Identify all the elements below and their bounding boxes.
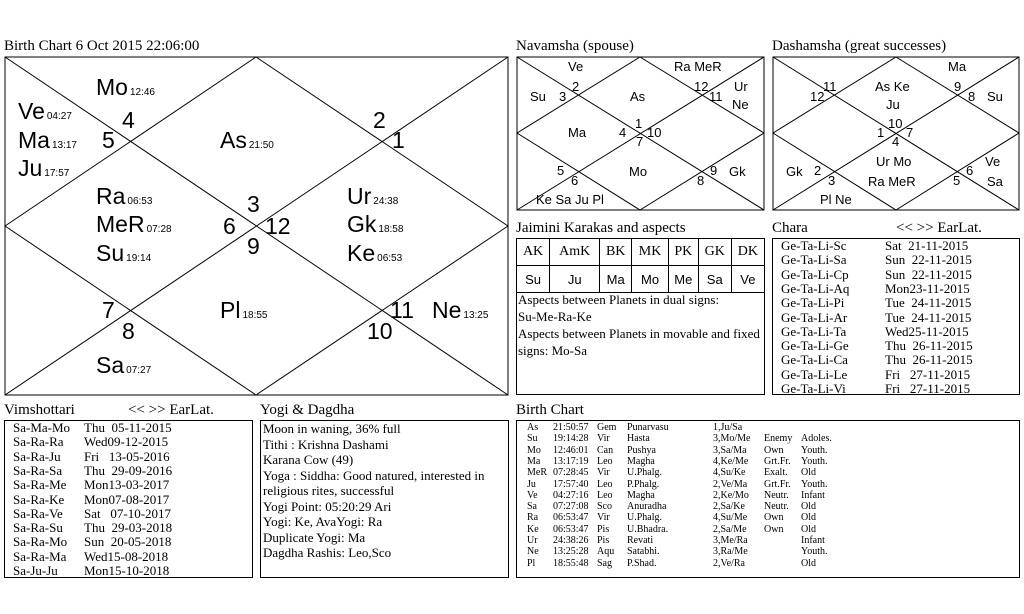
moon-phase: Moon in waning, 36% full	[263, 421, 401, 436]
tithi: Tithi : Krishna Dashami	[263, 436, 389, 452]
table-cell: 18:55:48	[553, 557, 589, 569]
dash-label: Su	[987, 89, 1003, 104]
table-cell: Ve	[527, 489, 538, 501]
table-cell: Youth.	[801, 444, 828, 456]
planet-ve: Ve 04:27	[18, 98, 72, 124]
table-cell: Pushya	[627, 444, 656, 456]
dash-label: 12	[810, 89, 825, 104]
vimshottari-nav[interactable]: << >> EarLat.	[128, 402, 214, 418]
yoga: Yoga : Siddha: Good natured, interested in religious rites, successful	[263, 467, 485, 498]
karaka-header: MK	[632, 239, 669, 266]
house-10: 10	[367, 318, 393, 344]
table-cell: Infant	[801, 535, 825, 546]
list-item-date: Sat 21-11-2015	[885, 238, 969, 253]
table-cell: 3,Sa/Ma	[713, 444, 747, 456]
table-cell: Can	[597, 444, 614, 456]
table-cell: Satabhi.	[627, 546, 660, 558]
dashamsha-chart[interactable]	[772, 56, 1020, 211]
table-cell: Ju	[527, 478, 536, 490]
nav-label: Ke Sa Ju Pl	[536, 192, 604, 207]
planet-gk: Gk 18:58	[347, 211, 404, 237]
planet-as: As 21:50	[220, 127, 274, 153]
table-cell: 3,Me/Ra	[713, 535, 748, 546]
table-cell: 2,Ke/Mo	[713, 489, 749, 501]
list-item[interactable]: Ge-Ta-Li-Ca	[781, 352, 848, 368]
nav-label: Ve	[568, 59, 584, 74]
table-cell: Own	[764, 512, 784, 524]
table-cell: U.Phalg.	[627, 467, 662, 479]
nav-label: Ra MeR	[674, 59, 722, 74]
table-cell: 07:28:45	[553, 467, 589, 479]
table-cell: Anuradha	[627, 501, 667, 513]
karaka-header: GK	[698, 239, 731, 266]
list-item-date: Sun 20-05-2018	[84, 534, 172, 550]
house-6: 6	[223, 213, 236, 239]
nav-label: Mo	[629, 164, 648, 179]
list-item-date: Sun 22-11-2015	[885, 252, 972, 268]
list-item-date: Tue 24-11-2015	[885, 309, 972, 325]
dash-label: 1	[877, 125, 885, 140]
table-cell: 1,Ju/Sa	[713, 422, 743, 433]
nav-label: 8	[697, 173, 705, 188]
nav-label: 12	[694, 79, 709, 94]
planet-sa: Sa 07:27	[96, 352, 152, 378]
nav-label: As	[630, 89, 646, 104]
nav-label: Su	[530, 89, 546, 104]
table-cell: Gem	[597, 422, 617, 433]
table-cell: 2,Sa/Ke	[713, 501, 745, 513]
list-item-date: Fri 27-11-2015	[885, 381, 971, 396]
table-cell: Magha	[627, 455, 655, 467]
table-cell: 3,Ra/Me	[713, 546, 748, 558]
house-7: 7	[102, 297, 115, 323]
navamsha-title: Navamsha (spouse)	[516, 38, 634, 54]
table-cell: 07:27:08	[553, 501, 589, 513]
list-item[interactable]: Ge-Ta-Li-Ta	[781, 323, 847, 339]
list-item[interactable]: Sa-Ra-Ju	[13, 448, 61, 464]
duplicate-yogi: Duplicate Yogi: Ma	[263, 529, 366, 545]
vimshottari-title: Vimshottari	[4, 402, 75, 418]
table-cell: As	[527, 422, 539, 433]
aspects-movable-fixed: Aspects between Planets in movable and fixed signs: Mo-Sa	[518, 326, 760, 358]
list-item-date: Wed09-12-2015	[84, 434, 169, 450]
nav-label: 6	[571, 173, 579, 188]
table-cell: Own	[764, 523, 784, 535]
dash-label: Pl Ne	[820, 192, 852, 207]
table-cell: Neutr.	[764, 489, 789, 501]
planet-pl: Pl 18:55	[220, 297, 268, 323]
table-cell: Infant	[801, 489, 825, 501]
table-cell: Sa	[527, 501, 537, 513]
karaka-header: AK	[517, 239, 550, 266]
list-item-date: Sat 07-10-2017	[84, 505, 172, 521]
house-5: 5	[102, 127, 115, 153]
table-cell: Punarvasu	[627, 422, 669, 433]
nav-label: Ur	[734, 79, 748, 94]
chara-title: Chara	[772, 220, 808, 236]
table-cell: MeR	[527, 467, 547, 479]
karaka-header: BK	[600, 239, 632, 266]
yogi-avayogi: Yogi: Ke, AvaYogi: Ra	[263, 514, 383, 529]
nav-label: 7	[636, 134, 644, 149]
dashamsha-title: Dashamsha (great successes)	[772, 38, 947, 54]
karaka-value: Su	[517, 266, 550, 293]
karana: Karana Cow (49)	[263, 452, 354, 467]
yogi-text	[263, 421, 507, 561]
table-cell: Pis	[597, 523, 610, 535]
table-cell: Ke	[527, 523, 539, 535]
list-item[interactable]: Ge-Ta-Li-Sa	[781, 252, 847, 268]
list-item[interactable]: Ge-Ta-Li-Aq	[781, 280, 850, 296]
table-cell: 12:46:01	[553, 444, 589, 456]
list-item-date: Mon23-11-2015	[885, 280, 970, 296]
list-item-date: Thu 05-11-2015	[84, 420, 172, 435]
table-cell: 2,Sa/Me	[713, 523, 747, 535]
list-item-date: Mon07-08-2017	[84, 491, 170, 507]
nav-label: 5	[557, 163, 565, 178]
table-cell: 06:53:47	[553, 512, 589, 524]
table-cell: U.Bhadra.	[627, 523, 669, 535]
house-4: 4	[122, 107, 135, 133]
chara-nav[interactable]: << >> EarLat.	[896, 220, 982, 236]
table-cell: Vir	[597, 467, 610, 479]
main-chart[interactable]	[4, 56, 509, 396]
karaka-value: Me	[668, 266, 698, 293]
table-cell: Old	[801, 501, 816, 513]
table-cell: Vir	[597, 512, 610, 524]
table-cell: 4,Su/Me	[713, 512, 748, 524]
dash-label: 9	[954, 79, 962, 94]
nav-label: 9	[710, 163, 718, 178]
house-2: 2	[373, 107, 386, 133]
list-item-date: Mon15-10-2018	[84, 563, 170, 578]
list-item-date: Thu 29-03-2018	[84, 520, 173, 536]
dash-label: 7	[906, 125, 914, 140]
planet-ne: Ne 13:25	[432, 297, 489, 323]
table-cell: Grt.Fr.	[764, 455, 791, 467]
list-item[interactable]: Ge-Ta-Li-Cp	[781, 266, 849, 282]
aspects-dual-value: Su-Me-Ra-Ke	[518, 309, 592, 324]
list-item[interactable]: Sa-Ra-Me	[13, 477, 67, 493]
planet-ma: Ma 13:17	[18, 127, 77, 153]
house-9: 9	[247, 233, 260, 259]
table-cell: Leo	[597, 455, 613, 467]
list-item[interactable]: Sa-Ra-Sa	[13, 462, 63, 478]
planet-mer: MeR 07:28	[96, 211, 172, 237]
table-cell: Enemy	[764, 433, 793, 445]
list-item[interactable]: Ge-Ta-Li-Pi	[781, 295, 845, 311]
karaka-value: Sa	[698, 266, 731, 293]
table-cell: Youth.	[801, 546, 828, 558]
karaka-value: Mo	[632, 266, 669, 293]
list-item[interactable]: Sa-Ra-Su	[13, 520, 63, 536]
planet-ra: Ra 06:53	[96, 183, 153, 209]
list-item[interactable]: Ge-Ta-Li-Vi	[781, 381, 846, 396]
table-cell: Ma	[527, 455, 541, 467]
table-cell: Leo	[597, 489, 613, 501]
list-item[interactable]: Ge-Ta-Li-Ge	[781, 338, 849, 354]
list-item[interactable]: Sa-Ra-Ra	[13, 434, 64, 450]
nav-label: 2	[572, 79, 580, 94]
dash-label: Ve	[985, 154, 1001, 169]
table-cell: Own	[764, 444, 784, 456]
list-item-date: Fri 13-05-2016	[84, 448, 170, 464]
table-cell: Ur	[527, 535, 538, 546]
list-item-date: Mon13-03-2017	[84, 477, 170, 493]
list-item[interactable]: Ge-Ta-Li-Ar	[781, 309, 848, 325]
dash-label: 3	[828, 173, 836, 188]
planet-ju: Ju 17:57	[18, 155, 70, 181]
list-item-date: Thu 29-09-2016	[84, 462, 173, 478]
table-cell: Old	[801, 523, 816, 535]
table-cell: 04:27:16	[553, 489, 589, 501]
karakas-value-row	[517, 266, 765, 293]
karaka-value: Ve	[731, 266, 764, 293]
table-cell: Exalt.	[764, 467, 788, 479]
planet-ur: Ur 24:38	[347, 183, 399, 209]
table-cell: Pis	[597, 535, 610, 546]
house-12: 12	[265, 213, 291, 239]
table-cell: Mo	[527, 444, 541, 456]
table-cell: Old	[801, 512, 816, 524]
list-item-date: Thu 26-11-2015	[885, 338, 973, 354]
list-item-date: Wed15-08-2018	[84, 548, 169, 564]
table-cell: Old	[801, 467, 816, 479]
table-cell: 21:50:57	[553, 422, 589, 433]
table-cell: Vir	[597, 433, 610, 445]
house-1: 1	[392, 127, 405, 153]
karaka-value: Ma	[600, 266, 632, 293]
list-item-date: Sun 22-11-2015	[885, 266, 972, 282]
table-cell: 4,Su/Ke	[713, 467, 746, 479]
planet-su: Su 19:14	[96, 240, 152, 266]
karakas-header-row	[517, 239, 765, 266]
dash-label: Ju	[886, 97, 900, 112]
table-cell: Neutr.	[764, 501, 789, 513]
nav-label: 3	[559, 89, 567, 104]
yogi-point: Yogi Point: 05:20:29 Ari	[263, 498, 392, 514]
karaka-value: Ju	[550, 266, 600, 293]
list-item[interactable]: Ge-Ta-Li-Sc	[781, 238, 847, 253]
nav-label: Gk	[729, 164, 746, 179]
list-item[interactable]: Sa-Ma-Mo	[13, 420, 71, 435]
list-item[interactable]: Sa-Ra-Ke	[13, 491, 65, 507]
karakas-title: Jaimini Karakas and aspects	[516, 220, 686, 236]
table-cell: Grt.Fr.	[764, 478, 791, 490]
house-8: 8	[122, 318, 135, 344]
dash-label: Ra MeR	[868, 174, 916, 189]
dash-label: 4	[892, 134, 900, 149]
planet-ke: Ke 06:53	[347, 240, 403, 266]
table-cell: Leo	[597, 478, 613, 490]
table-cell: 17:57:40	[553, 478, 589, 490]
table-cell: P.Phalg.	[627, 478, 660, 490]
table-cell: Ne	[527, 546, 539, 558]
table-cell: Youth.	[801, 478, 828, 490]
house-11: 11	[390, 297, 414, 323]
table-cell: Aqu	[597, 546, 615, 558]
aspects-dual-label: Aspects between Planets in dual signs:	[518, 292, 720, 307]
table-cell: Sco	[597, 501, 612, 513]
karaka-header: AmK	[550, 239, 600, 266]
table-cell: Revati	[627, 535, 654, 546]
list-item-date: Wed25-11-2015	[885, 323, 969, 339]
dash-label: 8	[968, 89, 976, 104]
nav-label: 1	[635, 116, 643, 131]
nav-label: Ma	[568, 125, 587, 140]
karaka-header: PK	[668, 239, 698, 266]
list-item[interactable]: Ge-Ta-Li-Le	[781, 366, 848, 382]
table-cell: Old	[801, 557, 816, 569]
dash-label: As Ke	[875, 79, 910, 94]
table-cell: 13:25:28	[553, 546, 589, 558]
nav-label: 11	[709, 89, 723, 104]
list-item[interactable]: Sa-Ju-Ju	[13, 563, 58, 578]
karaka-header: DK	[731, 239, 764, 266]
dash-label: 6	[966, 163, 974, 178]
karakas-table	[516, 238, 765, 293]
main-chart-title: Birth Chart 6 Oct 2015 22:06:00	[4, 38, 200, 54]
dagdha-rashis: Dagdha Rashis: Leo,Sco	[263, 545, 392, 560]
table-cell: Ra	[527, 512, 539, 524]
table-cell: 2,Ve/Ma	[713, 478, 748, 490]
house-3: 3	[247, 191, 260, 217]
dash-label: Ma	[948, 59, 967, 74]
navamsha-chart[interactable]	[516, 56, 765, 211]
table-cell: P.Shad.	[627, 557, 657, 569]
dash-label: 2	[814, 163, 822, 178]
table-cell: Adoles.	[801, 433, 832, 445]
table-cell: 24:38:26	[553, 535, 589, 546]
karakas-aspects	[518, 291, 763, 359]
table-cell: 13:17:19	[553, 455, 589, 467]
list-item-date: Thu 26-11-2015	[885, 352, 973, 368]
table-cell: Sag	[597, 557, 612, 569]
dash-label: Ur Mo	[876, 154, 912, 169]
dash-label: Sa	[987, 174, 1003, 189]
table-cell: Pl	[527, 557, 536, 569]
table-cell: Youth.	[801, 455, 828, 467]
list-item-date: Fri 27-11-2015	[885, 366, 971, 382]
table-cell: Magha	[627, 489, 655, 501]
yogi-title: Yogi & Dagdha	[260, 402, 355, 418]
table-cell: Hasta	[627, 433, 650, 445]
table-cell: 2,Ve/Ra	[713, 557, 745, 569]
list-item[interactable]: Sa-Ra-Mo	[13, 534, 68, 550]
list-item[interactable]: Sa-Ra-Ma	[13, 548, 67, 564]
dash-label: 10	[888, 116, 903, 131]
table-cell: 19:14:28	[553, 433, 589, 445]
list-item[interactable]: Sa-Ra-Ve	[13, 505, 63, 521]
dash-label: 5	[953, 173, 961, 188]
list-item-date: Tue 24-11-2015	[885, 295, 972, 311]
dash-label: Gk	[786, 164, 803, 179]
table-cell: 4,Ke/Me	[713, 455, 749, 467]
planet-mo: Mo 12:46	[96, 74, 155, 100]
nav-label: 10	[647, 125, 662, 140]
table-cell: Su	[527, 433, 538, 445]
table-cell: 3,Mo/Me	[713, 433, 751, 445]
dash-label: 11	[823, 79, 837, 94]
table-cell: 06:53:47	[553, 523, 589, 535]
nav-label: Ne	[732, 97, 749, 112]
table-cell: U.Phalg.	[627, 512, 662, 524]
birth-table-title: Birth Chart	[516, 402, 584, 418]
nav-label: 4	[619, 125, 627, 140]
